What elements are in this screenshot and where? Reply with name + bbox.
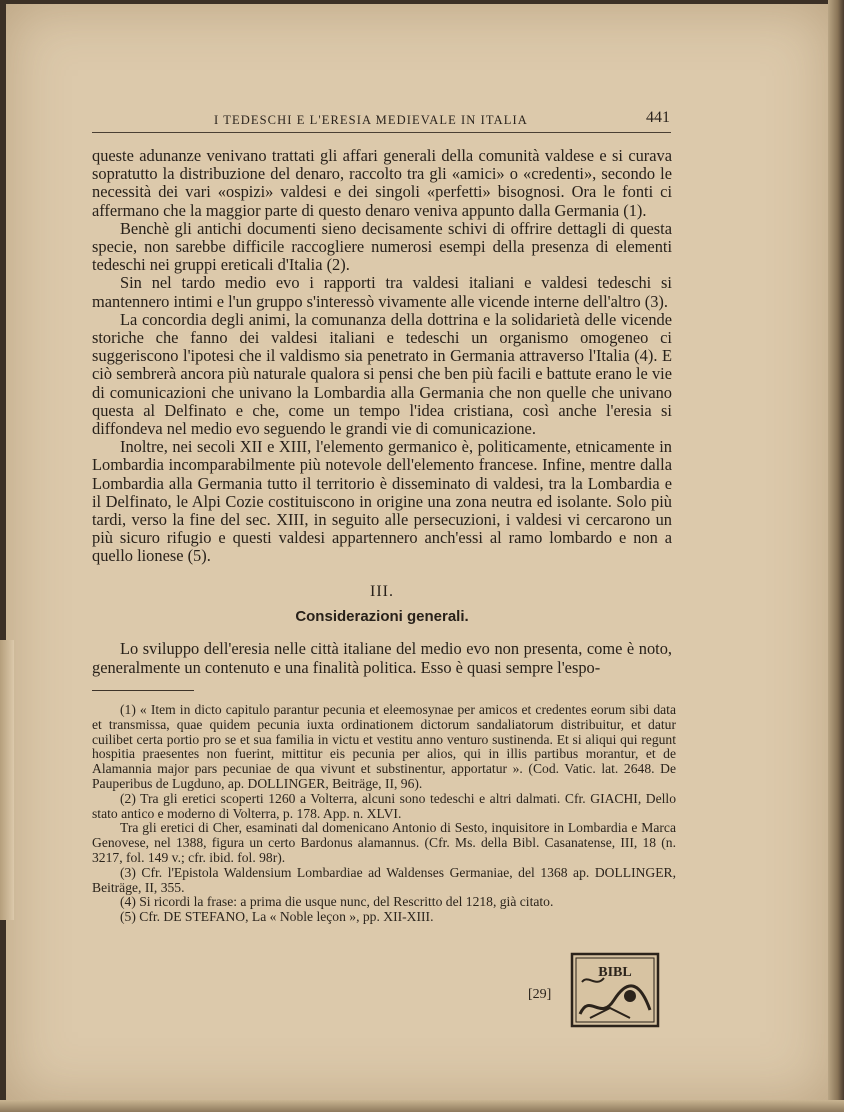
footnote: (5) Cfr. DE STEFANO, La « Noble leçon », pp. XII-XIII.: [120, 909, 434, 925]
header-rule: [92, 132, 671, 133]
paragraph: Benchè gli antichi documenti sieno decisamente schivi di offrire dettagli di questa specie, non sarebbe difficile raccogliere numerosi esempi della presenza di elementi tedeschi nei gruppi ereticali d'Italia (2).: [92, 218, 672, 275]
torn-left-margin: [0, 640, 14, 920]
footnote: (3) Cfr. l'Epistola Waldensium Lombardiae ad Waldenses Germaniae, del 1368 ap. DOLLINGER, Beiträge, II, 355.: [92, 864, 676, 895]
section-title: Considerazioni generali.: [295, 608, 469, 625]
paragraph: La concordia degli animi, la comunanza della dottrina e la solidarietà delle vicende storiche che fanno dei valdesi italiani e tedeschi un organismo omogeneo ci suggeriscono l'ipotesi che il valdismo sia penetrato in Germania attraverso l'Italia (4). E ciò sembrerà ancora più naturale qualora si pensi che ben più facili e battute erano le vie di comunicazioni che univano la Lombardia alla Germania che non quelle che univano questa al Delfinato e che, come un tempo l'idea cristiana, così anche l'eresia si diffondeva nel medio evo seguendo le grandi vie di comunicazione.: [92, 309, 672, 439]
paragraph: Inoltre, nei secoli XII e XIII, l'elemento germanico è, politicamente, etnicamente in Lombardia incomparabilmente più notevole dell'elemento francese. Infine, mentre dalla Lombardia alla Germania tutto il territorio è disseminato di valdesi, tra la Lombardia e il Delfinato, le Alpi Cozie costituiscono in origine una zona neutra ed isolante. Solo più tardi, verso la fine del sec. XIII, in seguito alle persecuzioni, i valdesi vi cercarono un più sicuro rifugio e questi valdesi appartennero anch'essi al ramo lombardo e non a quello lionese (5).: [92, 437, 672, 566]
section-text: [92, 640, 672, 677]
footnote: Tra gli eretici di Cher, esaminati dal domenicano Antonio di Sesto, inquisitore in Lombardia e Marca Genovese, nel 1388, figura un certo Bardonus alamannus. (Cfr. Ms. della Bibl. Casanatense, III, 18 (n. 3217, fol. 149 v.; cfr. ibid. fol. 98r).: [92, 820, 676, 865]
running-title: I TEDESCHI E L'ERESIA MEDIEVALE IN ITALIA: [214, 113, 528, 127]
footnote: (1) « Item in dicto capitulo parantur pecunia et eleemosynae per amicos et credentes eorum sibi data et transmissa, quae quidem pecunia iuxta ordinationem dictorum sandaliatorum distribuitur, et datur cuilibet certa portio pro se et sua familia in victu et vestitu anno venturo sustinenda. Et si aliqui qui regunt hospitia praesentes non fuerint, mittitur eis pecunia per alios, qui in illis partibus morantur, et de Alamannia major pars pecuniae de qua vivunt et substinentur, apportatur ». (Cod. Vatic. lat. 2648. De Pauperibus de Lugduno, ap. DOLLINGER, Beiträge, II, 96).: [92, 702, 676, 791]
paragraph: Lo sviluppo dell'eresia nelle città italiane del medio evo non presenta, come è noto, generalmente un contenuto e una finalità politica. Esso è quasi sempre l'espo-: [92, 639, 672, 677]
paragraph: queste adunanze venivano trattati gli affari generali della comunità valdese e si curava sopratutto la distribuzione del denaro, raccolto tra gli «amici» o «credenti», secondo le necessità dei vari «ospizi» valdesi e dei singoli «perfetti» bisognosi. Ora le fonti ci affermano che la maggior parte di questo denaro veniva appunto dalla Germania (1).: [92, 146, 672, 220]
signature-number: [29]: [528, 987, 552, 1002]
svg-text:BIBL: BIBL: [598, 965, 632, 980]
main-text: [92, 147, 672, 566]
page-number: 441: [646, 109, 670, 126]
page-edge-shadow: [828, 0, 844, 1112]
paragraph: Sin nel tardo medio evo i rapporti tra valdesi italiani e valdesi tedeschi si mantennero intimi e l'un gruppo s'interessò vivamente alle vicende interne dell'altro (3).: [92, 273, 672, 311]
footnotes: [92, 703, 676, 925]
footnote: (2) Tra gli eretici scoperti 1260 a Volterra, alcuni sono tedeschi e altri dalmati. Cfr. GIACHI, Dello stato antico e moderno di Volterra, p. 178. App. n. XLVI.: [92, 790, 676, 821]
section-number: III.: [370, 583, 394, 600]
page-bottom-edge: [0, 1100, 844, 1112]
ex-libris-stamp-icon: [570, 952, 660, 1028]
footnote-rule: [92, 690, 194, 691]
footnote: (4) Si ricordi la frase: a prima die usque nunc, del Rescritto del 1218, già citato.: [120, 894, 554, 910]
